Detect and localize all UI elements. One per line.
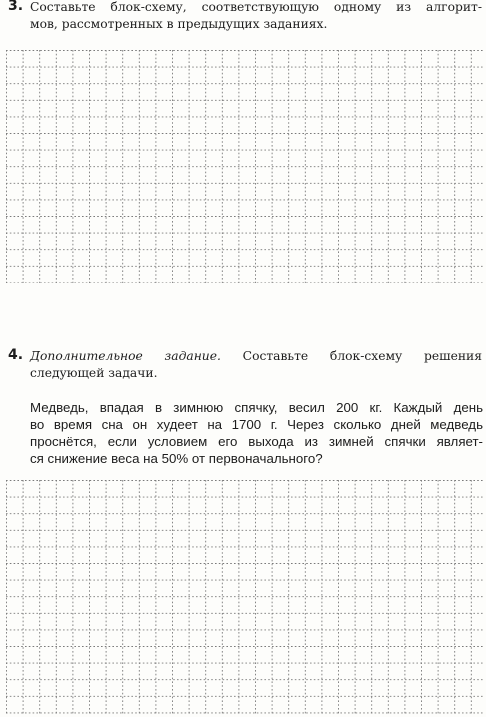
problem-line: ся снижение веса на 50% от первоначального? — [30, 451, 323, 466]
task-4-line-2: следующей задачи. — [30, 365, 158, 380]
task-3-number: 3. — [8, 0, 24, 14]
task-4-line-1 — [30, 348, 482, 365]
task-3-line-1: Составьте блок-схему, соответствующую одному из алгорит- — [30, 0, 482, 14]
problem-text — [30, 399, 483, 467]
task-4-text — [30, 348, 482, 381]
answer-grid-4-lines — [6, 480, 484, 715]
problem-line: во время сна он худеет на 1700 г. Через сколько дней медведь — [30, 417, 483, 432]
task-3-text — [30, 0, 482, 32]
problem-line: Медведь, впадая в зимнюю спячку, весил 200 кг. Каждый день — [30, 400, 483, 415]
task-3-line-2: мов, рассмотренных в предыдущих заданиях. — [30, 16, 328, 31]
answer-grid-4[interactable] — [6, 480, 484, 715]
task-4-line-1-rest: Составьте блок-схему решения — [242, 349, 483, 363]
answer-grid-3-lines — [6, 50, 484, 283]
answer-grid-3[interactable] — [6, 50, 484, 283]
task-4-label: Дополнительное задание. — [30, 349, 221, 363]
task-4-number: 4. — [8, 347, 24, 363]
problem-line: проснётся, если условием его выхода из зимней спячки являет- — [30, 434, 483, 449]
